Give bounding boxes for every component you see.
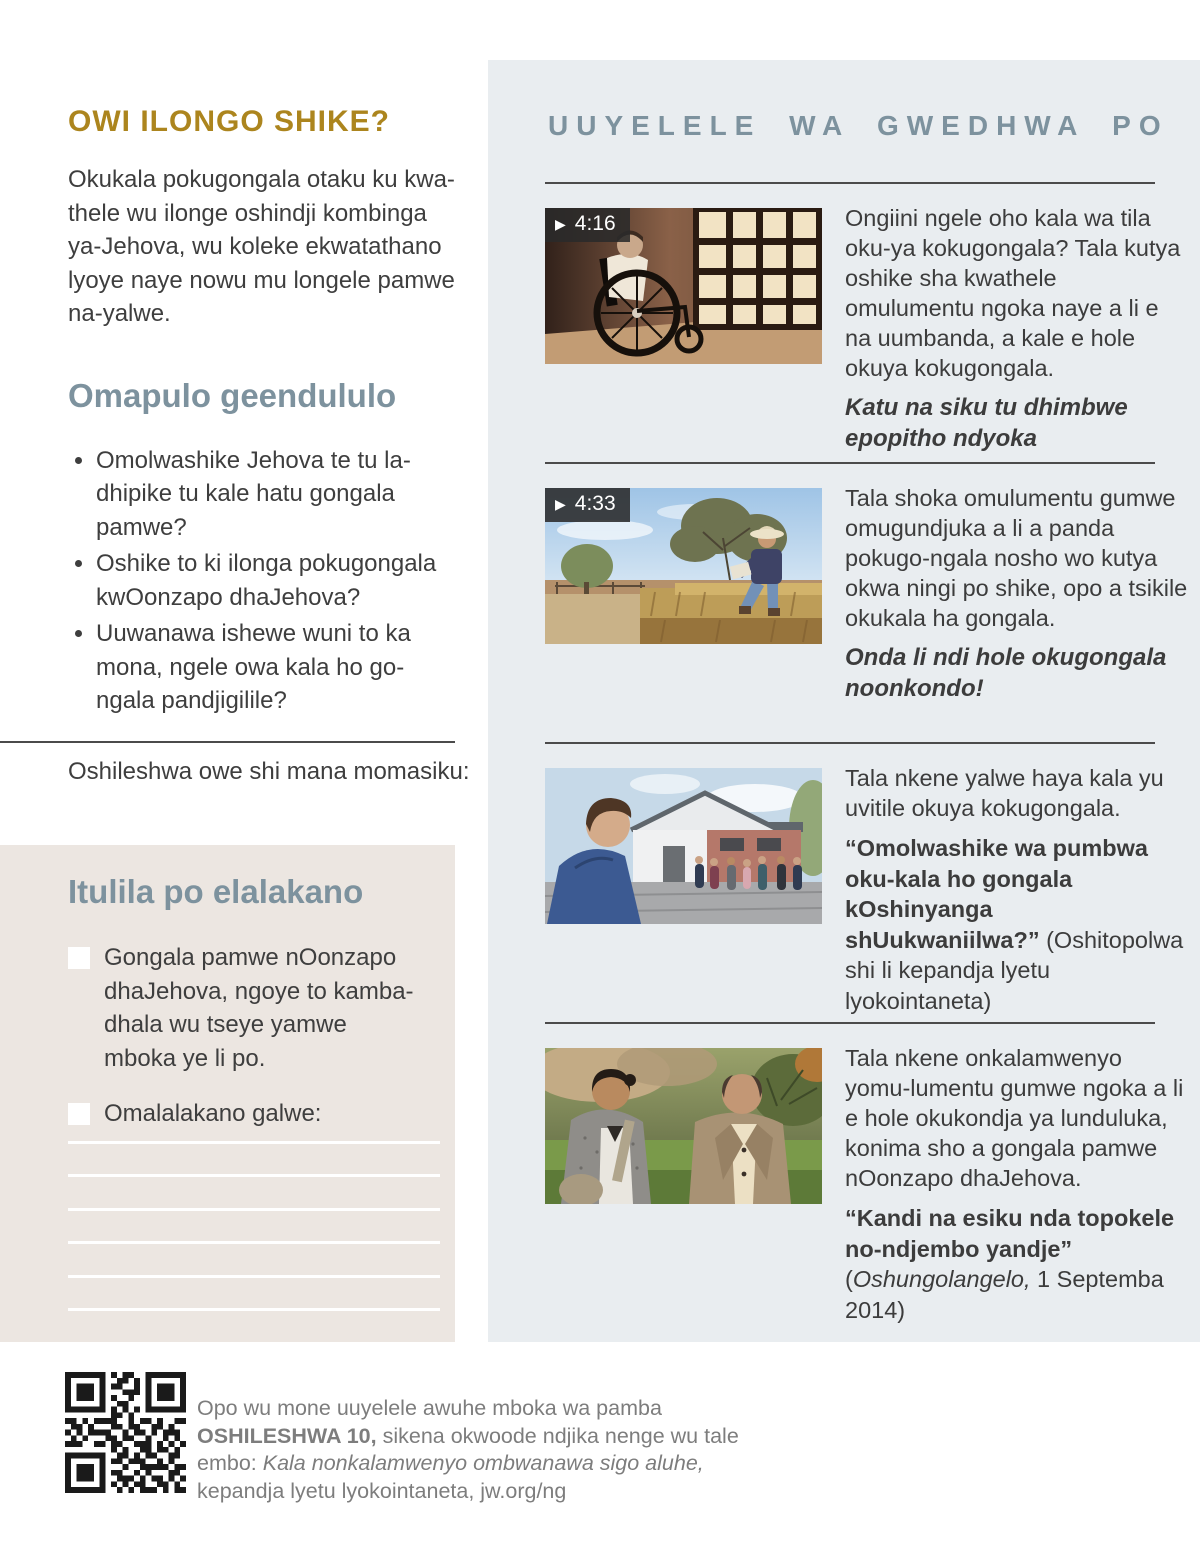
panel-divider <box>545 182 1155 184</box>
footer-text-mid: sikena okwoode ndjika nenge wu tale embo: <box>197 1423 739 1475</box>
video-duration-badge <box>545 488 630 522</box>
goal-checkbox[interactable] <box>68 947 90 969</box>
quote-source-pre: ( <box>845 1266 853 1292</box>
media-item-body: Tala nkene onkalamwenyo yomu-lumentu gumwe ngoka a li e hole okukondja ya lunduluka, konima sho a gongala pamwe nOonzapo dhaJehova. <box>845 1045 1184 1191</box>
intro-paragraph: Okukala pokugongala otaku ku kwa-thele wu ilonge oshindji kombinga ya-Jehova, wu koleke ekwatathano lyoye naye nowu mu longele pamwe na-yalwe. <box>68 166 455 327</box>
writing-line <box>68 1141 440 1144</box>
footer <box>65 1372 793 1505</box>
footer-text-after: kepandja lyetu lyokointaneta, jw.org/ng <box>197 1478 567 1503</box>
goal-item-label: Gongala pamwe nOonzapo dhaJehova, ngoye to kamba-dhala wu tseye yamwe mboka ye li po. <box>104 944 414 1072</box>
quote-source-date: 1 Septemba 2014) <box>845 1266 1164 1323</box>
media-item-quote <box>845 1203 1188 1325</box>
media-item-text <box>845 1043 1188 1323</box>
play-icon: ▶ <box>555 496 566 512</box>
question-item: • Uuwanawa ishewe wuni to ka mona, ngele owa kala ho go-ngala pandjigilile? <box>96 617 456 718</box>
video-thumbnail-farmer[interactable] <box>545 488 822 644</box>
goal-item <box>68 941 424 1075</box>
media-item-quote <box>845 833 1188 1016</box>
media-item-kingdom-hall <box>545 765 1188 1022</box>
photo-kingdom-hall <box>545 768 822 924</box>
writing-line <box>68 1275 440 1278</box>
photo-couple <box>545 1048 822 1204</box>
video-duration: 4:33 <box>574 492 616 515</box>
quote-source: (Oshitopolwa shi li kepandja lyetu lyokointaneta) <box>845 926 1184 1014</box>
media-item-callout: Onda li ndi hole okugongala noonkondo! <box>845 644 1167 702</box>
media-item-body: Tala shoka omulumentu gumwe omugundjuka a li a panda pokugo-ngala nosho wo kutya okwa ningi po shike, opo a tsikile okukala ha gongala. <box>845 485 1188 631</box>
media-item-couple <box>545 1045 1188 1323</box>
quote-bold: “Kandi na esiku nda topokele no-ndjembo yandje” <box>845 1205 1175 1262</box>
question-item: • Omolwashike Jehova te tu la-dhipike tu kale hatu gongala pamwe? <box>96 444 456 545</box>
play-icon: ▶ <box>555 216 566 232</box>
media-item-body: Ongiini ngele oho kala wa tila oku-ya kokugongala? Tala kutya oshike sha kwathele omulumentu ngoka naye a li e na uumbanda, a kale e hole okuya kokugongala. <box>845 205 1181 381</box>
book-title: Kala nonkalamwenyo ombwanawa sigo aluhe, <box>262 1451 704 1475</box>
footer-note <box>197 1395 793 1505</box>
media-item-text <box>845 483 1188 742</box>
left-divider <box>0 741 455 743</box>
video-thumbnail-wheelchair[interactable] <box>545 208 822 364</box>
video-duration-badge <box>545 208 630 242</box>
writing-line <box>68 1308 440 1311</box>
lesson-completed-label: Oshileshwa owe shi mana momasiku: <box>68 758 470 785</box>
footer-text-before: Opo wu mone uuyelele awuhe mboka wa pamba <box>197 1396 662 1420</box>
goal-checkbox[interactable] <box>68 1103 90 1125</box>
lesson-reference: OSHILESHWA 10, <box>197 1423 377 1448</box>
quote-source-title: Oshungolangelo, <box>852 1266 1031 1292</box>
writing-lines <box>68 1141 440 1312</box>
media-item-text <box>845 763 1188 1022</box>
panel-divider <box>545 742 1155 744</box>
more-info-panel <box>488 60 1200 1342</box>
panel-divider <box>545 1022 1155 1024</box>
media-item-wheelchair <box>545 205 1188 462</box>
goal-box-title: Itulila po elalakano <box>68 873 364 910</box>
qr-code <box>65 1372 186 1493</box>
panel-divider <box>545 462 1155 464</box>
goal-box <box>0 845 455 1342</box>
question-item: • Oshike to ki ilonga pokugongala kwOonzapo dhaJehova? <box>96 547 456 614</box>
writing-line <box>68 1208 440 1211</box>
quote-bold: “Omolwashike wa pumbwa oku-kala ho gongala kOshinyanga shUukwaniilwa?” <box>845 835 1148 953</box>
video-duration: 4:16 <box>574 212 616 235</box>
left-column <box>0 0 456 721</box>
goal-item-label: Omalalakano galwe: <box>104 1100 322 1127</box>
media-item-callout: Katu na siku tu dhimbwe epopitho ndyoka <box>845 394 1128 452</box>
media-item-body: Tala nkene yalwe haya kala yu uvitile okuya kokugongala. <box>845 765 1164 821</box>
writing-line <box>68 1241 440 1244</box>
panel-title: UUYELELE WA GWEDHWA PO <box>548 110 1169 141</box>
questions-section-title: Omapulo geendululo <box>68 376 397 414</box>
goal-item <box>68 1097 424 1131</box>
media-item-text <box>845 203 1188 462</box>
page-title: OWI ILONGO SHIKE? <box>68 105 390 138</box>
writing-line <box>68 1174 440 1177</box>
media-item-farmer <box>545 485 1188 742</box>
questions-list <box>70 444 456 718</box>
